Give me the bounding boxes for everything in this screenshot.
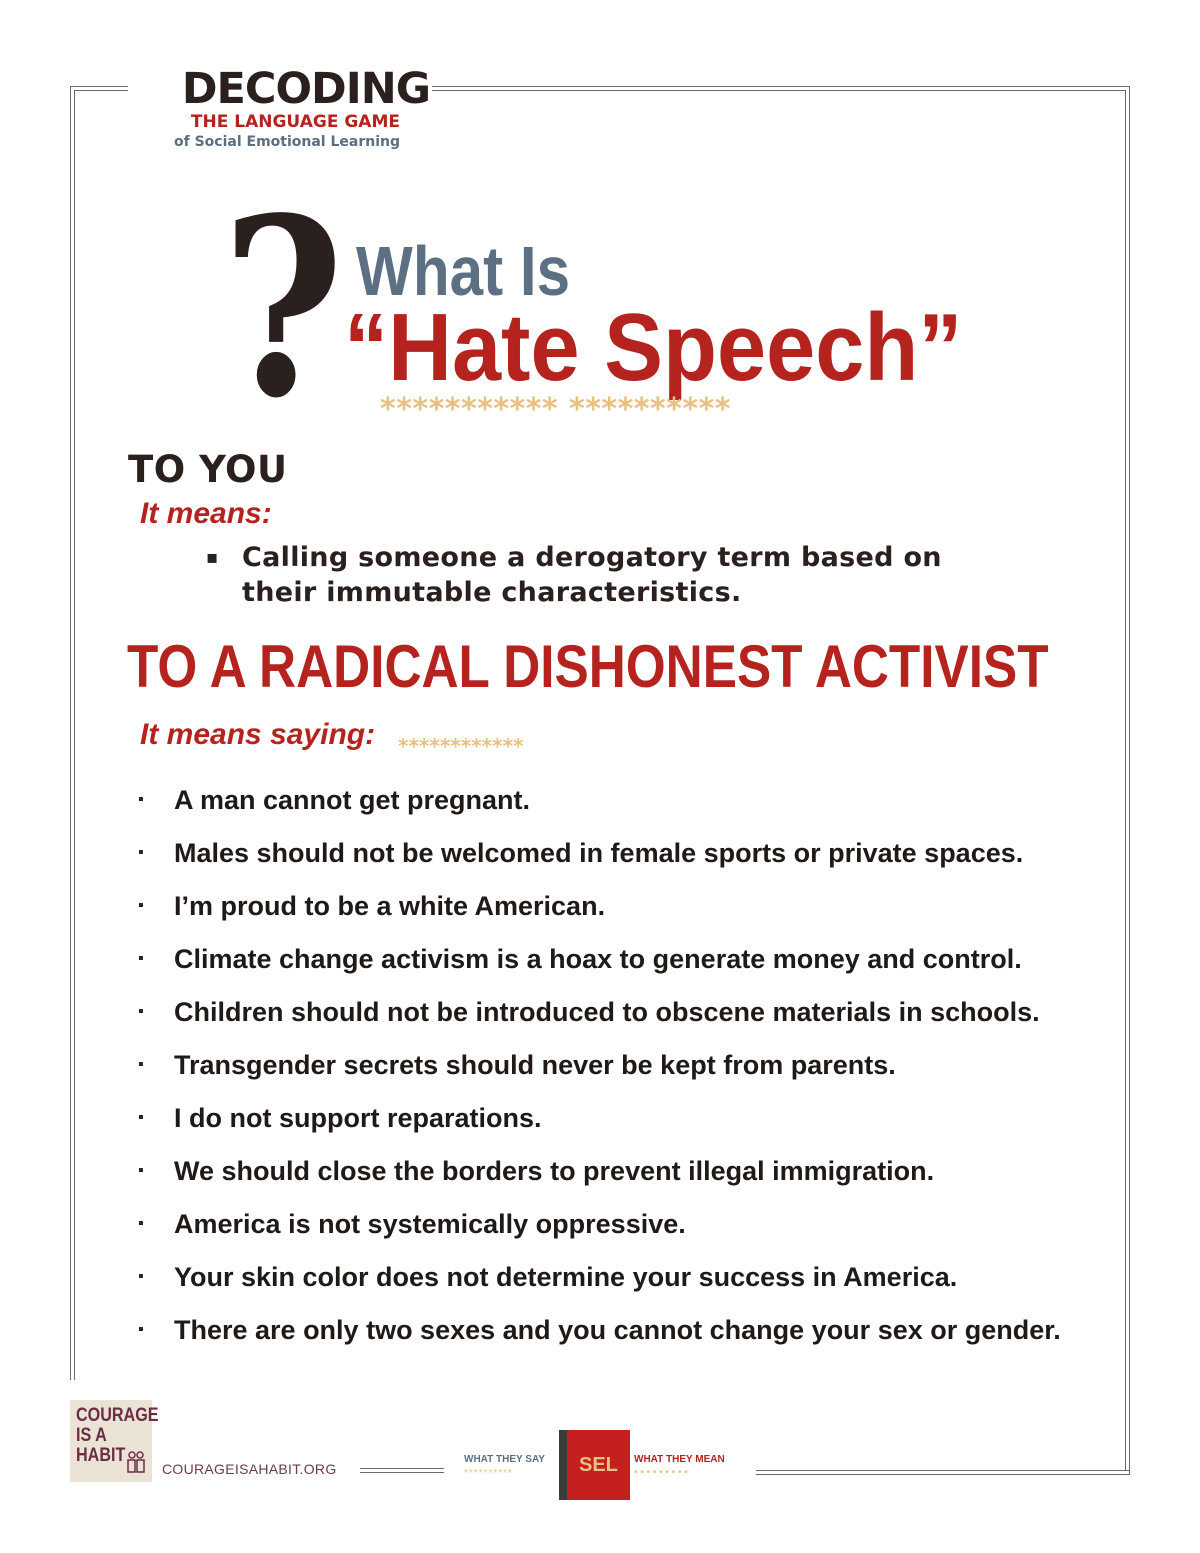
people-icon — [126, 1450, 146, 1474]
bullet-marker-icon: ▪ — [138, 1268, 144, 1285]
list-item-text: Children should not be introduced to obscene materials in schools. — [174, 997, 1040, 1027]
footer-line-left-2 — [360, 1472, 444, 1473]
it-means-saying-label: It means saying: — [140, 718, 376, 751]
list-item — [138, 1207, 1098, 1260]
brand-subtitle: of Social Emotional Learning — [174, 134, 400, 150]
sel-book-icon — [559, 1430, 630, 1500]
bullet-marker-icon: ▪ — [138, 897, 144, 914]
question-mark-icon: ? — [222, 164, 345, 452]
to-you-bullet — [206, 540, 966, 610]
list-item — [138, 1048, 1098, 1101]
to-you-bullet-text: Calling someone a derogatory term based on their immutable characteristics. — [242, 542, 942, 608]
frame-right-inner — [1125, 90, 1126, 1471]
frame-top-right-outer — [432, 86, 1130, 87]
list-item — [138, 783, 1098, 836]
bullet-marker-icon: ▪ — [138, 950, 144, 967]
logo-line-3: HABIT — [76, 1445, 126, 1466]
list-item — [138, 1154, 1098, 1207]
say-stars: ********** — [464, 1468, 513, 1479]
brand-language-game: THE LANGUAGE GAME — [190, 112, 400, 132]
title-what-is: What Is — [356, 232, 571, 310]
it-means-label: It means: — [140, 497, 272, 530]
frame-top-left-inner — [74, 90, 128, 91]
bullet-marker-icon: ▪ — [138, 1162, 144, 1179]
what-they-mean-label: WHAT THEY MEAN — [634, 1454, 725, 1465]
bullet-marker-icon: ▪ — [138, 791, 144, 808]
what-they-say-label: WHAT THEY SAY — [464, 1454, 545, 1465]
mean-dots: • • • • • • • • • — [634, 1467, 688, 1478]
list-item — [138, 836, 1098, 889]
frame-left-inner — [74, 90, 75, 1380]
list-item-text: Males should not be welcomed in female sports or private spaces. — [174, 838, 1024, 868]
bullet-marker-icon: ▪ — [138, 1056, 144, 1073]
website-link[interactable]: COURAGEISAHABIT.ORG — [162, 1461, 337, 1477]
bullet-marker-icon: ▪ — [206, 547, 219, 568]
list-item — [138, 995, 1098, 1048]
book-spine — [559, 1430, 567, 1500]
frame-top-right-inner — [432, 90, 1126, 91]
courage-is-a-habit-logo — [70, 1400, 159, 1482]
list-item-text: A man cannot get pregnant. — [174, 785, 531, 815]
frame-right-outer — [1129, 86, 1130, 1475]
list-item-text: Your skin color does not determine your success in America. — [174, 1262, 958, 1292]
bullet-marker-icon: ▪ — [138, 844, 144, 861]
logo-line-2: IS A — [76, 1425, 107, 1446]
list-item — [138, 1101, 1098, 1154]
it-means-stars: ************ — [398, 734, 524, 758]
brand-decoding: DECODING — [181, 64, 430, 114]
list-item-text: I’m proud to be a white American. — [174, 891, 606, 921]
activist-heading: TO A RADICAL DISHONEST ACTIVIST — [127, 633, 1049, 700]
brand-header — [130, 66, 430, 152]
list-item — [138, 889, 1098, 942]
list-item-text: Transgender secrets should never be kept from parents. — [174, 1050, 896, 1080]
list-item-text: There are only two sexes and you cannot change your sex or gender. — [174, 1315, 1061, 1345]
frame-left-outer — [70, 86, 71, 1380]
footer-line-left-1 — [360, 1468, 444, 1469]
list-item-text: We should close the borders to prevent illegal immigration. — [174, 1156, 935, 1186]
list-item — [138, 1313, 1098, 1366]
activist-statements-list — [138, 783, 1098, 1366]
bullet-marker-icon: ▪ — [138, 1321, 144, 1338]
footer-line-right-2 — [756, 1474, 1130, 1475]
footer-line-right-1 — [756, 1470, 1130, 1471]
list-item — [138, 942, 1098, 995]
list-item-text: America is not systemically oppressive. — [174, 1209, 686, 1239]
title-stars: *********** ********** — [380, 392, 731, 427]
list-item-text: Climate change activism is a hoax to generate money and control. — [174, 944, 1022, 974]
to-you-heading: TO YOU — [128, 448, 288, 491]
list-item-text: I do not support reparations. — [174, 1103, 542, 1133]
frame-top-left-outer — [70, 86, 128, 87]
list-item — [138, 1260, 1098, 1313]
bullet-marker-icon: ▪ — [138, 1003, 144, 1020]
sel-label: SEL — [579, 1454, 618, 1476]
bullet-marker-icon: ▪ — [138, 1109, 144, 1126]
title-hate-speech: “Hate Speech” — [344, 294, 963, 401]
logo-line-1: COURAGE — [76, 1405, 159, 1426]
bullet-marker-icon: ▪ — [138, 1215, 144, 1232]
